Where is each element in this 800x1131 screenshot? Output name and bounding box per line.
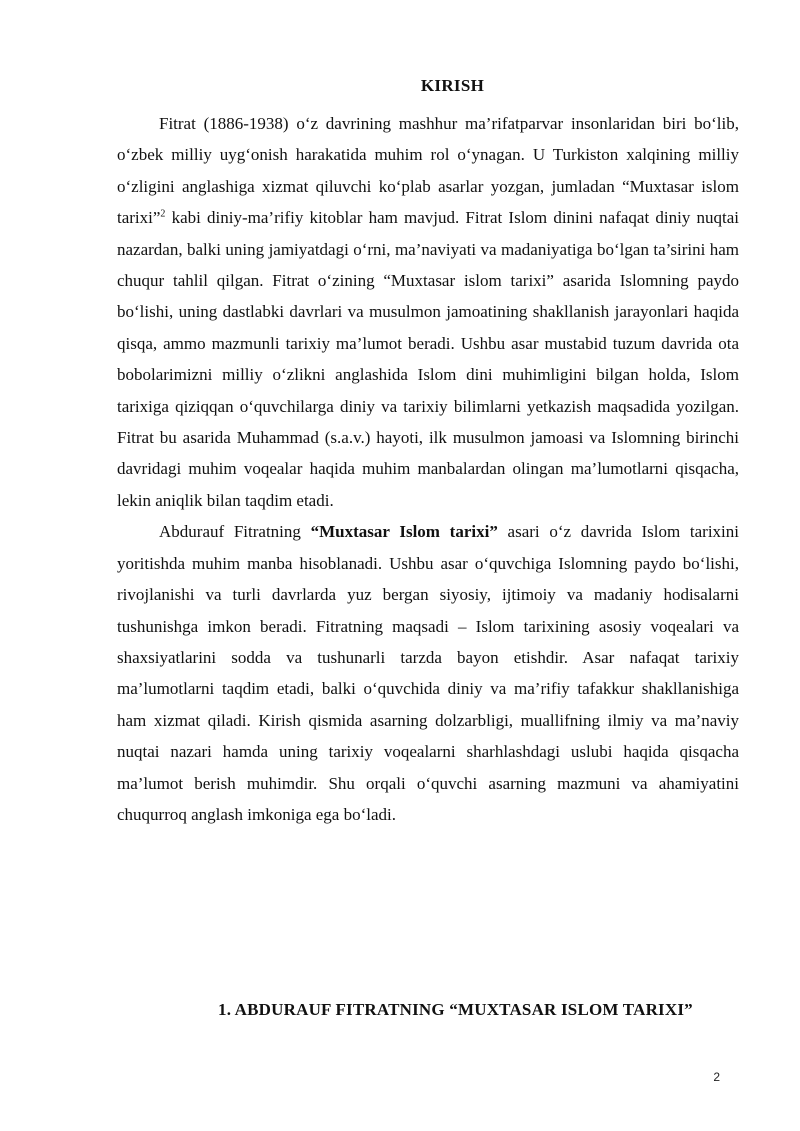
paragraph-1-text-b: kabi diniy-ma’rifiy kitoblar ham mavjud. Fitrat Islom dinini nafaqat diniy nuqtai nazardan, balki uning jamiyatdagi o‘rni, ma’naviyati va madaniyatiga bo‘lgan ta’sirini ham chuqur tahlil qilgan. Fitrat o‘zining “Muxtasar islom tarixi” asarida Islomning paydo bo‘lishi, uning dastlabki davrlari va musulmon jamoatining shakllanish jarayonlari haqida qisqa, ammo mazmunli tarixiy ma’lumot beradi. Ushbu asar mustabid tuzum davrida ota bobolarimizni milliy o‘zlikni anglashida Islom dini muhimligini bilgan holda, Islom tarixiga qiziqqan o‘quvchilarga diniy va tarixiy bilimlarni yetkazish maqsadida yozilgan. Fitrat bu asarida Muhammad (s.a.v.) hayoti, ilk musulmon jamoasi va Islomning birinchi davridagi muhim voqealar haqida muhim manbalardan olingan ma’lumotlarni qisqacha, lekin aniqlik bilan taqdim etadi. [117, 208, 739, 510]
book-title-bold: “Muxtasar Islom tarixi” [310, 522, 498, 542]
paragraph-2-lead: Abdurauf Fitratning [159, 522, 311, 542]
paragraph-1-text-a: Fitrat (1886-1938) o‘z davrining mashhur ma’rifatparvar insonlaridan biri bo‘lib, o‘zbek milliy uyg‘onish harakatida muhim rol o‘ynagan. U Turkiston xalqining milliy o‘zligini anglashiga xizmat qiluvchi ko‘plab asarlar yozgan, jumladan “Muxtasar islom tarixi” [117, 114, 739, 228]
page-heading: KIRISH [420, 76, 485, 95]
paragraph-2-rest: asari o‘z davrida Islom tarixini yoritishda muhim manba hisoblanadi. Ushbu asar o‘quvchiga Islomning paydo bo‘lishi, rivojlanishi va turli davrlarda yuz bergan siyosiy, ijtimoiy va madaniy hodisalarni tushunishga imkon beradi. Fitratning maqsadi – Islom tarixining asosiy voqealari va shaxsiyatlarini sodda va tushunarli tarzda bayon etishdir. Asar nafaqat tarixiy ma’lumotlarni taqdim etadi, balki o‘quvchida diniy va ma’rifiy tafakkur shakllanishiga ham xizmat qiladi. Kirish qismida asarning dolzarbligi, muallifning ilmiy va ma’naviy nuqtai nazari hamda uning tarixiy voqealarni sharhlashdagi uslubi haqida qisqacha ma’lumot berish muhimdir. Shu orqali o‘quvchi asarning mazmuni va ahamiyatini chuqurroq anglash imkoniga ega bo‘ladi. [117, 522, 739, 824]
body-text [117, 108, 739, 830]
footnote-reference[interactable]: 2 [160, 208, 166, 220]
paragraph-1 [117, 108, 739, 516]
section-heading: 1. ABDURAUF FITRATNING “MUXTASAR ISLOM TARIXI” [218, 1000, 693, 1019]
page-number: 2 [713, 1070, 720, 1084]
paragraph-2 [117, 516, 739, 830]
